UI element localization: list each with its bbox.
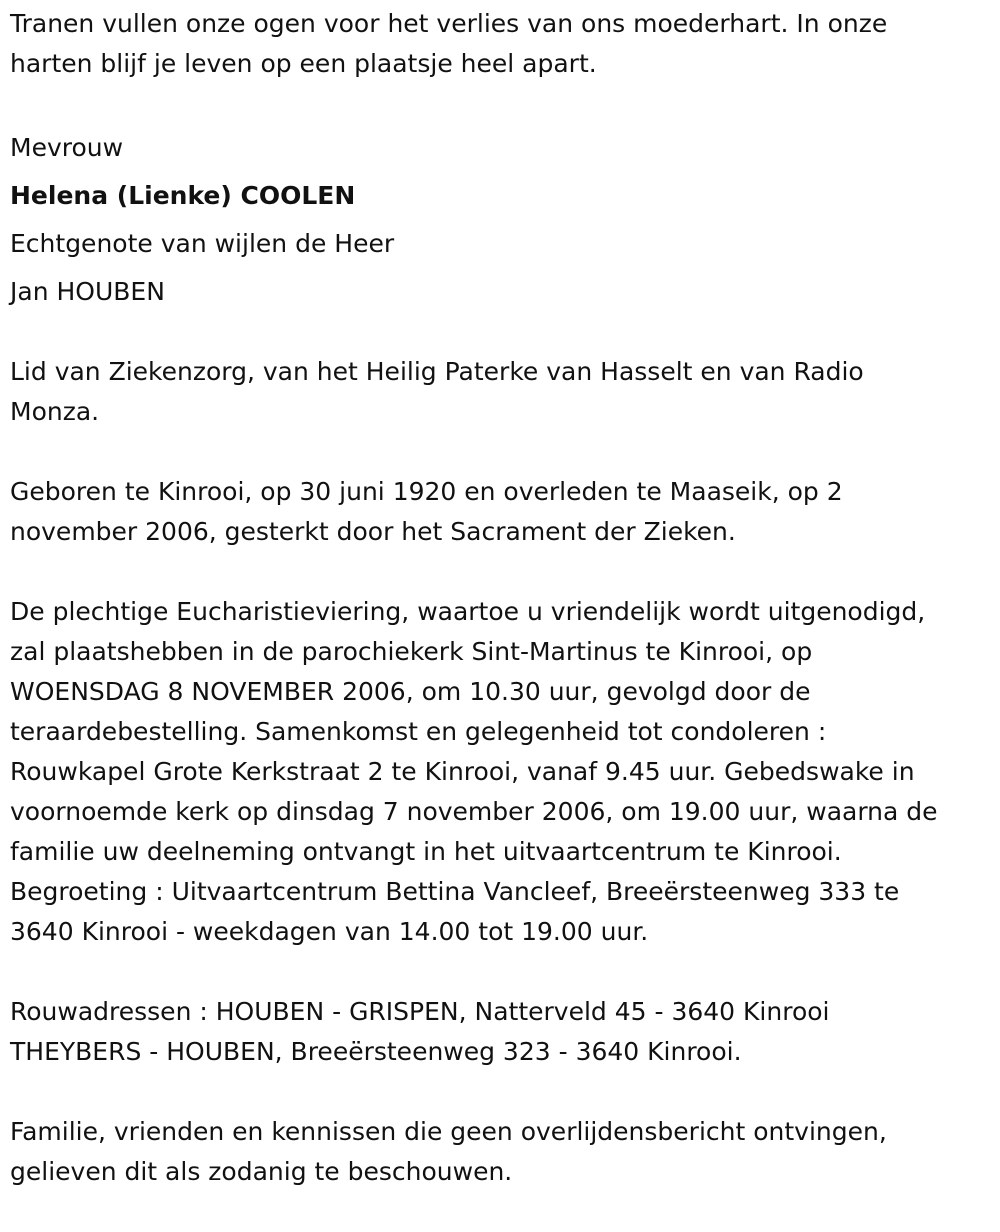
address-line: THEYBERS - HOUBEN, Breeërsteenweg 323 - 3640 Kinrooi. (10, 1037, 742, 1066)
deceased-name: Helena (Lienke) COOLEN (10, 181, 356, 210)
spouse-name: Jan HOUBEN (10, 277, 165, 306)
addresses-paragraph (10, 992, 995, 1072)
birth-death-line: november 2006, gesterkt door het Sacrament der Zieken. (10, 517, 736, 546)
relation-text: Echtgenote van wijlen de Heer (10, 229, 395, 258)
ceremony-line: Begroeting : Uitvaartcentrum Bettina Vancleef, Breeërsteenweg 333 te (10, 877, 900, 906)
ceremony-line: Rouwkapel Grote Kerkstraat 2 te Kinrooi, vanaf 9.45 uur. Gebedswake in (10, 757, 915, 786)
membership-line: Monza. (10, 397, 100, 426)
birth-death-paragraph (10, 472, 995, 552)
birth-death-line: Geboren te Kinrooi, op 30 juni 1920 en overleden te Maaseik, op 2 (10, 477, 843, 506)
intro-paragraph (10, 4, 995, 84)
salutation: Mevrouw (10, 133, 124, 162)
membership-paragraph (10, 352, 995, 432)
ceremony-line: WOENSDAG 8 NOVEMBER 2006, om 10.30 uur, gevolgd door de (10, 677, 811, 706)
ceremony-line: De plechtige Eucharistieviering, waartoe u vriendelijk wordt uitgenodigd, (10, 597, 926, 626)
closing-line: gelieven dit als zodanig te beschouwen. (10, 1157, 513, 1186)
ceremony-line: familie uw deelneming ontvangt in het uitvaartcentrum te Kinrooi. (10, 837, 842, 866)
ceremony-line: voornoemde kerk op dinsdag 7 november 2006, om 19.00 uur, waarna de (10, 797, 938, 826)
ceremony-line: teraardebestelling. Samenkomst en gelegenheid tot condoleren : (10, 717, 827, 746)
intro-line: Tranen vullen onze ogen voor het verlies van ons moederhart. In onze (10, 9, 888, 38)
ceremony-line: zal plaatshebben in de parochiekerk Sint-Martinus te Kinrooi, op (10, 637, 813, 666)
closing-paragraph (10, 1112, 995, 1192)
ceremony-line: 3640 Kinrooi - weekdagen van 14.00 tot 19.00 uur. (10, 917, 649, 946)
closing-line: Familie, vrienden en kennissen die geen overlijdensbericht ontvingen, (10, 1117, 887, 1146)
address-line: Rouwadressen : HOUBEN - GRISPEN, Natterveld 45 - 3640 Kinrooi (10, 997, 830, 1026)
ceremony-paragraph (10, 592, 995, 952)
membership-line: Lid van Ziekenzorg, van het Heilig Paterke van Hasselt en van Radio (10, 357, 864, 386)
deceased-block (10, 124, 995, 316)
intro-line: harten blijf je leven op een plaatsje heel apart. (10, 49, 597, 78)
obituary-document (10, 4, 995, 1232)
